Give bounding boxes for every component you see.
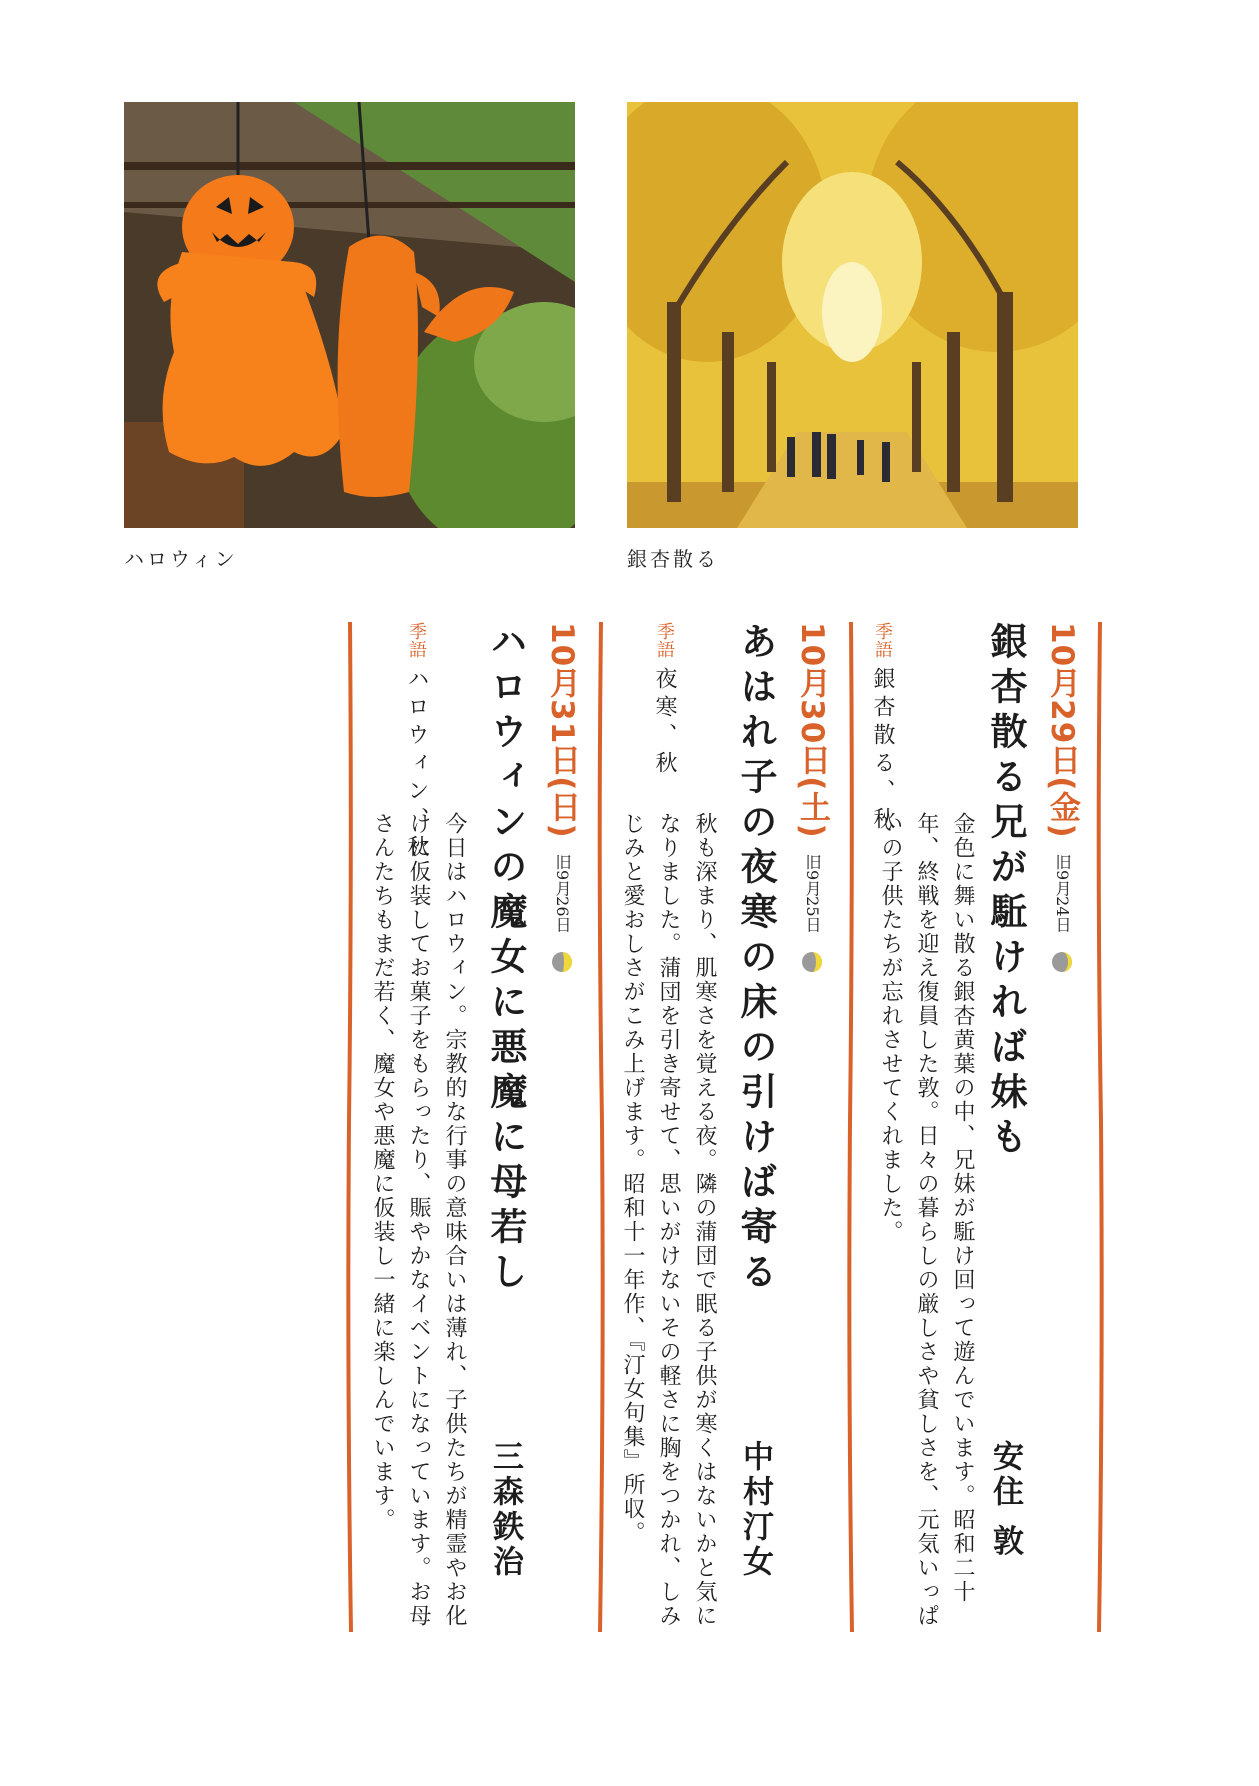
moon-phase-icon — [801, 951, 823, 973]
photo-caption-ginkgo: 銀杏散る — [627, 547, 719, 571]
poet-name-column — [978, 1440, 1028, 1625]
entry-date: 10月31日 — [544, 622, 580, 777]
poet-name-column — [478, 1440, 528, 1625]
column-divider — [846, 622, 856, 1632]
entry-date: 10月30日 — [794, 622, 830, 777]
kigo-column — [858, 622, 898, 1632]
column-divider — [345, 622, 355, 1632]
entry-weekday: (土) — [794, 776, 830, 839]
kigo-words: 銀杏散る、秋 — [870, 667, 895, 836]
commentary-body: 金色に舞い散る銀杏黄葉の中、兄妹が駈け回って遊んでいます。昭和二十年、終戦を迎え復員した敦。日々の暮らしの厳しさや貧しさを、元気いっぱいの子供たちが忘れさせてくれました。 — [878, 812, 975, 1628]
moon-phase-icon — [1051, 951, 1073, 973]
entry-weekday: (金) — [1044, 776, 1080, 839]
old-calendar-date: 旧9月26日 — [553, 853, 572, 933]
entry-date-column — [1035, 622, 1085, 1632]
commentary-body: 秋も深まり、肌寒さを覚える夜。隣の蒲団で眠る子供が寒くはないかと気になりました。蒲団を引き寄せて、思いがけないその軽さに胸をつかれ、しみじみと愛おしさがこみ上げます。昭和十一年作、『汀女句集』所収。 — [620, 812, 717, 1628]
column-divider — [1095, 622, 1105, 1632]
kigo-words: ハロウィン、秋 — [404, 667, 429, 864]
entry-date: 10月29日 — [1044, 622, 1080, 777]
entry-date-column — [785, 622, 835, 1632]
halloween-photo — [124, 102, 575, 528]
haiku-text: ハロウィンの魔女に悪魔に母若し — [484, 622, 528, 1297]
kigo-label: 季語 — [654, 622, 675, 658]
moon-phase-icon — [551, 951, 573, 973]
kigo-words: 夜寒、秋 — [652, 667, 677, 780]
column-divider — [596, 622, 606, 1632]
entry-date-column — [535, 622, 585, 1632]
commentary-body: 今日はハロウィン。宗教的な行事の意味合いは薄れ、子供たちが精霊やお化けに仮装してお菓子をもらったり、賑やかなイベントになっています。お母さんたちもまだ若く、魔女や悪魔に仮装し一緒に楽しんでいます。 — [370, 812, 467, 1628]
haiku-text: あはれ子の夜寒の床の引けば寄る — [734, 622, 778, 1297]
kigo-column — [392, 622, 432, 1632]
old-calendar-date: 旧9月24日 — [1053, 853, 1072, 933]
ginkgo-photo — [627, 102, 1078, 528]
poet-name: 中村汀女 — [737, 1440, 773, 1580]
photo-caption-halloween: ハロウィン — [124, 547, 238, 571]
entry-weekday: (日) — [544, 776, 580, 839]
poet-name-column — [728, 1440, 778, 1625]
kigo-column — [640, 622, 680, 1632]
kigo-label: 季語 — [406, 622, 427, 658]
haiku-text: 銀杏散る兄が駈ければ妹も — [984, 622, 1028, 1162]
poet-name: 安住 敦 — [987, 1440, 1023, 1560]
kigo-label: 季語 — [872, 622, 893, 658]
commentary-text — [878, 812, 980, 1632]
old-calendar-date: 旧9月25日 — [803, 853, 822, 933]
poet-name: 三森鉄治 — [487, 1440, 523, 1580]
